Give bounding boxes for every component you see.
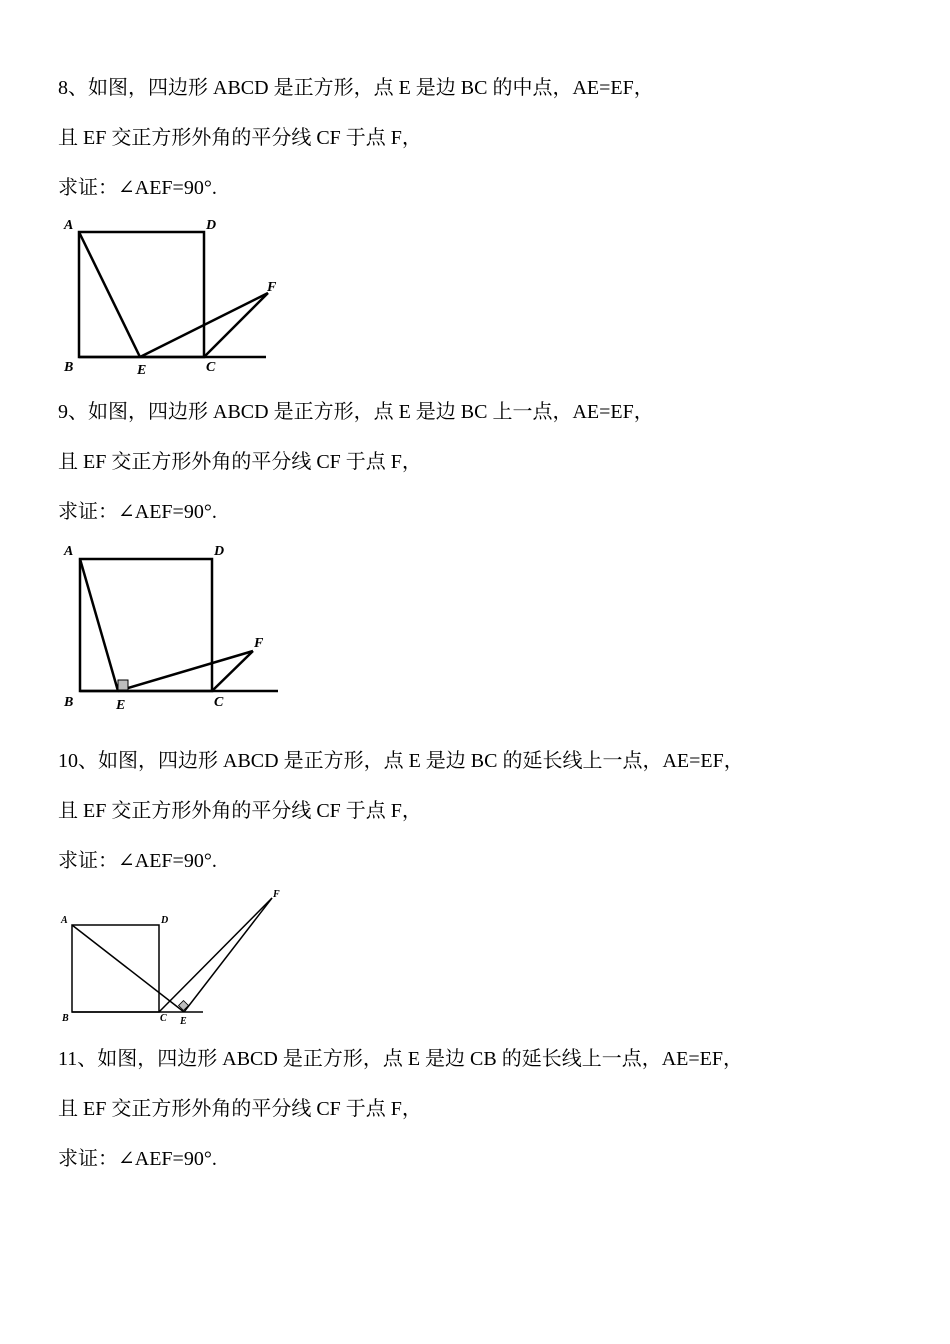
segment-ef [184, 898, 272, 1012]
label-b: B [64, 360, 74, 375]
label-c: C [206, 360, 216, 375]
square-abcd [72, 925, 159, 1012]
label-b: B [62, 1013, 69, 1024]
problem-8-prove: 求证：∠AEF=90°. [58, 177, 217, 199]
segment-ae [79, 232, 140, 357]
problem-8-figure [0, 210, 300, 385]
label-e: E [137, 363, 147, 378]
problem-9-figure [0, 535, 300, 715]
problem-11-prove: 求证：∠AEF=90°. [58, 1148, 217, 1170]
problem-9-condition: 且 EF 交正方形外角的平分线 CF 于点 F， [58, 451, 422, 473]
label-e: E [116, 698, 126, 713]
segment-cf [159, 898, 272, 1012]
label-a: A [64, 218, 74, 233]
right-angle-marker [118, 680, 128, 690]
problem-9-prove: 求证：∠AEF=90°. [58, 501, 217, 523]
problem-9-statement: 9、如图，四边形 ABCD 是正方形，点 E 是边 BC 上一点，AE=EF， [58, 401, 654, 423]
label-a: A [64, 544, 74, 559]
label-f: F [273, 889, 280, 900]
label-e: E [180, 1016, 187, 1027]
label-f: F [254, 636, 264, 651]
label-a: A [61, 915, 68, 926]
problem-8-condition: 且 EF 交正方形外角的平分线 CF 于点 F， [58, 127, 422, 149]
problem-10-condition: 且 EF 交正方形外角的平分线 CF 于点 F， [58, 800, 422, 822]
label-c: C [160, 1013, 167, 1024]
problem-10-statement: 10、如图，四边形 ABCD 是正方形，点 E 是边 BC 的延长线上一点，AE=EF， [58, 750, 744, 772]
label-d: D [206, 218, 217, 233]
segment-ae [72, 925, 184, 1012]
label-c: C [214, 695, 224, 710]
label-f: F [267, 280, 277, 295]
segment-cf [204, 293, 268, 357]
segment-ae [80, 559, 118, 691]
square-abcd [79, 232, 204, 357]
problem-8-statement: 8、如图，四边形 ABCD 是正方形，点 E 是边 BC 的中点，AE=EF， [58, 77, 654, 99]
label-d: D [161, 915, 169, 926]
problem-11-condition: 且 EF 交正方形外角的平分线 CF 于点 F， [58, 1098, 422, 1120]
problem-11-statement: 11、如图，四边形 ABCD 是正方形，点 E 是边 CB 的延长线上一点，AE=EF， [58, 1048, 743, 1070]
label-b: B [64, 695, 74, 710]
label-d: D [214, 544, 225, 559]
problem-10-prove: 求证：∠AEF=90°. [58, 850, 217, 872]
problem-10-figure [0, 885, 300, 1035]
